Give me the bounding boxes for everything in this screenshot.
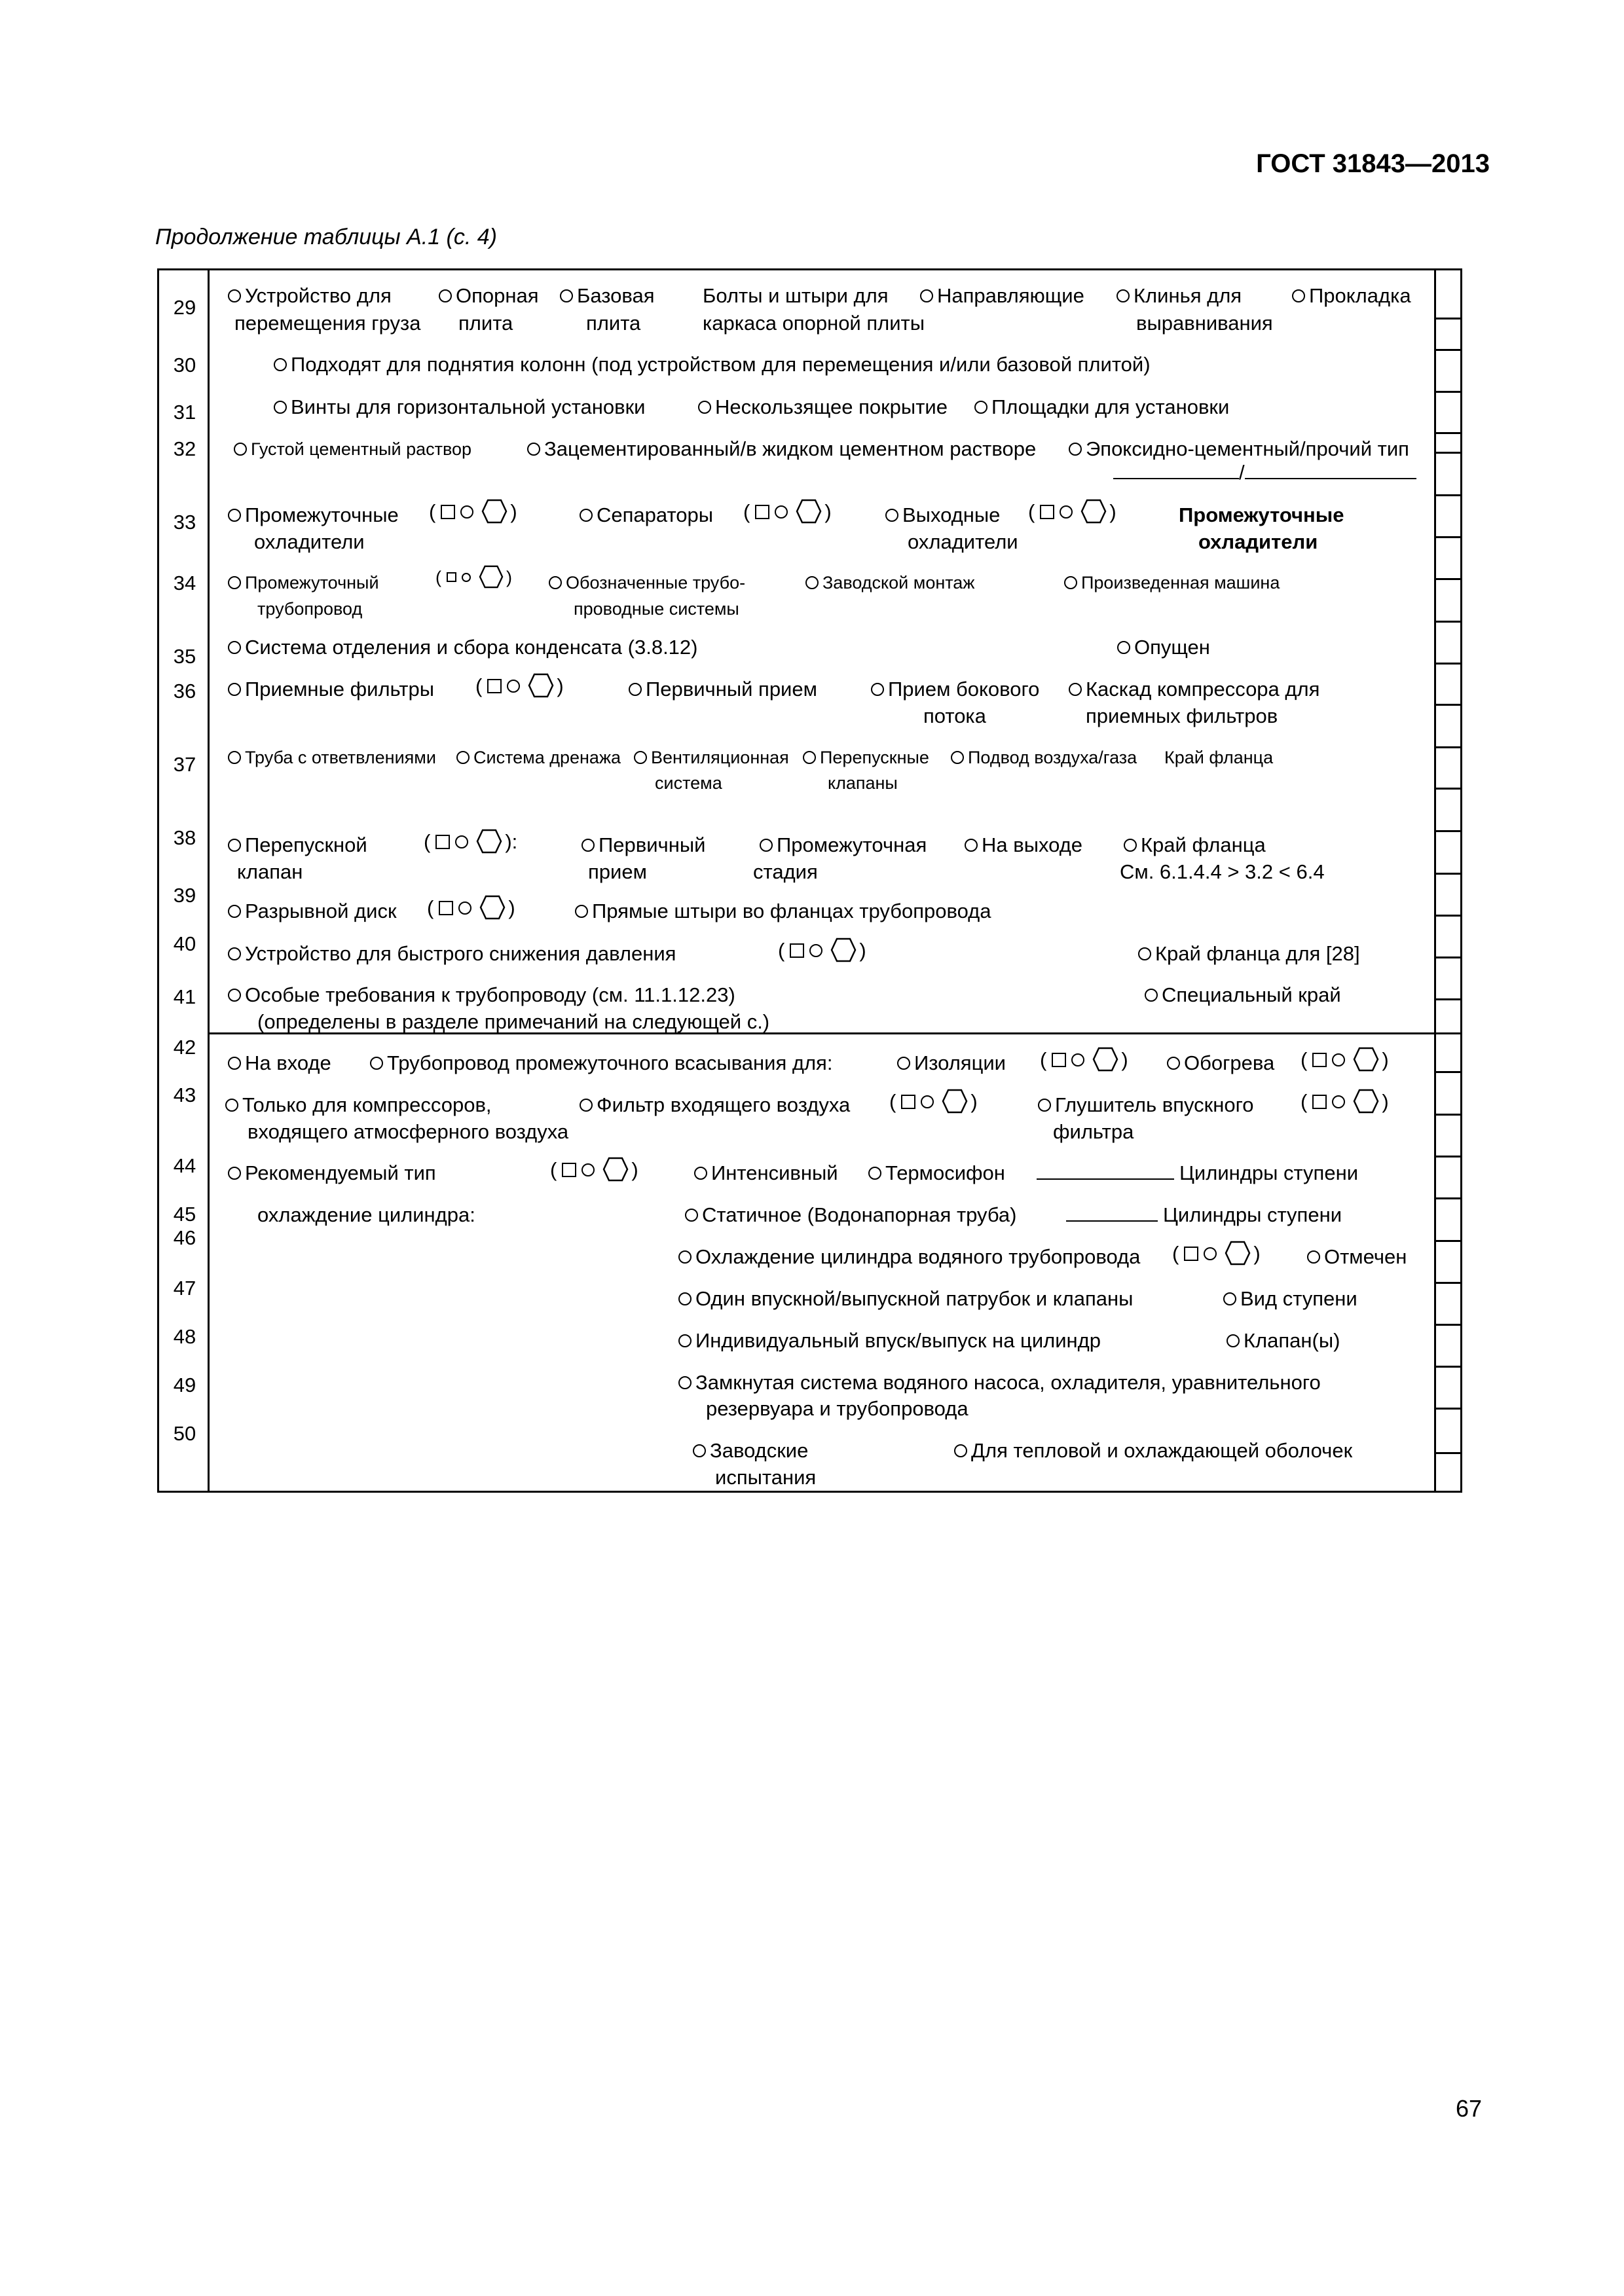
option-label: клапаны xyxy=(828,773,898,793)
row-number: 48 xyxy=(173,1325,196,1348)
option-inlet-silencer[interactable]: Глушитель впускного xyxy=(1038,1092,1253,1118)
page-number: 67 xyxy=(1455,2095,1482,2122)
radio-icon xyxy=(581,1163,595,1176)
standard-number: ГОСТ 31843—2013 xyxy=(1256,149,1490,178)
option-label: охладители xyxy=(908,530,1018,553)
option-stage-view[interactable]: Вид ступени xyxy=(1223,1286,1357,1312)
symbol-group[interactable]: ( ): xyxy=(424,829,517,858)
row-number: 40 xyxy=(173,932,196,955)
option-outlet[interactable]: На выходе xyxy=(965,832,1082,858)
row-number: 38 xyxy=(173,826,196,849)
option-cemented[interactable]: Зацементированный/в жидком цементном растворе xyxy=(527,436,1036,462)
check-cell-divider xyxy=(1434,1032,1462,1034)
check-cell-divider xyxy=(1434,663,1462,665)
option-intensive[interactable]: Интенсивный xyxy=(694,1160,838,1186)
square-icon xyxy=(435,835,450,849)
radio-icon xyxy=(678,1376,692,1389)
row-number: 41 xyxy=(173,985,196,1008)
radio-icon xyxy=(527,443,540,456)
radio-icon xyxy=(974,401,987,414)
radio-icon xyxy=(678,1334,692,1347)
cylinder-cooling-label: охлаждение цилиндра: xyxy=(257,1203,475,1226)
radio-icon xyxy=(1060,505,1073,519)
option-label: прием xyxy=(588,860,647,883)
fill-line xyxy=(1066,1203,1158,1222)
radio-icon xyxy=(462,573,471,582)
option-heating[interactable]: Обогрева xyxy=(1167,1050,1274,1076)
row-number: 43 xyxy=(173,1084,196,1106)
radio-icon xyxy=(228,576,241,589)
option-primary-intake-38[interactable]: Первичный xyxy=(581,832,705,858)
square-icon xyxy=(1052,1053,1066,1067)
hexagon-icon xyxy=(1225,1241,1251,1266)
radio-icon xyxy=(1038,1099,1051,1112)
option-drain-system[interactable]: Система дренажа xyxy=(456,744,621,771)
option-base-plate[interactable]: Базовая xyxy=(560,283,655,309)
radio-icon xyxy=(228,509,241,522)
radio-icon xyxy=(1064,576,1077,589)
option-straight-studs[interactable]: Прямые штыри во фланцах трубопровода xyxy=(575,898,991,924)
radio-icon xyxy=(225,1099,238,1112)
check-cell-divider xyxy=(1434,494,1462,496)
check-cell-divider xyxy=(1434,1114,1462,1116)
stage-cylinders-field[interactable]: Цилиндры ступени xyxy=(1037,1160,1358,1186)
radio-icon xyxy=(678,1250,692,1264)
radio-icon xyxy=(805,576,819,589)
hexagon-icon xyxy=(1353,1089,1379,1114)
option-factory-assembly[interactable]: Заводской монтаж xyxy=(805,570,974,596)
option-label: плита xyxy=(458,312,513,335)
radio-icon xyxy=(1138,947,1151,960)
radio-icon xyxy=(1332,1095,1345,1108)
option-closed-system[interactable]: Замкнутая система водяного насоса, охладителя, уравнительного xyxy=(678,1370,1321,1396)
radio-icon xyxy=(1292,289,1305,302)
option-interstage-suction[interactable]: Трубопровод промежуточного всасывания для: xyxy=(370,1050,832,1076)
option-inlet-filters[interactable]: Приемные фильтры xyxy=(228,676,434,702)
check-cell-divider xyxy=(1434,349,1462,351)
square-icon xyxy=(1040,505,1054,519)
option-inlet-air-filter[interactable]: Фильтр входящего воздуха xyxy=(580,1092,850,1118)
option-leveling-screws[interactable]: Винты для горизонтальной установки xyxy=(274,394,646,420)
option-column-lifting[interactable]: Подходят для поднятия колонн (под устройством для перемещения и/или базовой плитой) xyxy=(274,352,1151,378)
check-cell-divider xyxy=(1434,1071,1462,1073)
fill-line xyxy=(1037,1161,1174,1180)
radio-icon xyxy=(455,835,468,848)
option-label: клапан xyxy=(237,860,303,883)
option-wedges[interactable]: Клинья для xyxy=(1116,283,1242,309)
radio-icon xyxy=(507,680,520,693)
radio-icon xyxy=(228,839,241,852)
option-epoxy[interactable]: Эпоксидно-цементный/прочий тип xyxy=(1069,436,1409,462)
hexagon-icon xyxy=(1353,1047,1379,1072)
option-aftercoolers[interactable]: Выходные xyxy=(885,502,1000,528)
check-cell-divider xyxy=(1434,1156,1462,1157)
radio-icon xyxy=(897,1057,910,1070)
radio-icon xyxy=(1332,1053,1345,1066)
radio-icon xyxy=(549,576,562,589)
symbol-group[interactable]: ( ) xyxy=(889,1089,978,1118)
radio-icon xyxy=(234,443,247,456)
radio-icon xyxy=(456,751,470,764)
radio-icon xyxy=(1124,839,1137,852)
row-number: 33 xyxy=(173,511,196,534)
check-cell-divider xyxy=(1434,391,1462,393)
row-number: 49 xyxy=(173,1374,196,1396)
check-cell-divider xyxy=(1434,536,1462,538)
radio-icon xyxy=(951,751,964,764)
symbol-group[interactable]: ( ) xyxy=(429,499,517,528)
radio-icon xyxy=(1204,1247,1217,1260)
radio-icon xyxy=(629,683,642,696)
radio-icon xyxy=(954,1444,967,1457)
radio-icon xyxy=(1307,1250,1320,1264)
radio-icon xyxy=(370,1057,383,1070)
radio-icon xyxy=(1116,289,1130,302)
hexagon-icon xyxy=(476,829,502,854)
symbol-group[interactable]: ( ) xyxy=(743,499,832,528)
hexagon-icon xyxy=(796,499,822,524)
check-cell-divider xyxy=(1434,915,1462,917)
square-icon xyxy=(1184,1247,1198,1261)
radio-icon xyxy=(868,1167,881,1180)
hexagon-icon xyxy=(1092,1047,1118,1072)
radio-icon xyxy=(274,358,287,371)
option-machine-made[interactable]: Произведенная машина xyxy=(1064,570,1280,596)
row-number: 32 xyxy=(173,437,196,460)
option-static-standpipe[interactable]: Статичное (Водонапорная труба) xyxy=(685,1202,1017,1228)
number-column-divider xyxy=(208,268,210,1493)
symbol-group[interactable]: ( ) xyxy=(1028,499,1116,528)
symbol-group[interactable]: ( ) xyxy=(1172,1241,1261,1269)
radio-icon xyxy=(775,505,788,519)
radio-icon xyxy=(460,505,473,519)
option-insulation[interactable]: Изоляции xyxy=(897,1050,1006,1076)
option-intercoolers[interactable]: Промежуточные xyxy=(228,502,399,528)
hexagon-icon xyxy=(602,1157,629,1182)
option-side-stream[interactable]: Прием бокового xyxy=(871,676,1039,702)
radio-icon xyxy=(965,839,978,852)
radio-icon xyxy=(921,1095,934,1108)
radio-icon xyxy=(694,1167,707,1180)
row-number: 42 xyxy=(173,1036,196,1059)
symbol-group[interactable]: ( ) xyxy=(1040,1047,1128,1076)
flange-edge-label: Край фланца xyxy=(1164,748,1274,767)
check-cell-divider xyxy=(1434,1408,1462,1410)
option-flange-edge-28[interactable]: Край фланца для [28] xyxy=(1138,941,1360,967)
radio-icon xyxy=(1071,1053,1084,1066)
intercoolers-heading: охладители xyxy=(1198,530,1318,553)
radio-icon xyxy=(228,751,241,764)
radio-icon xyxy=(228,1057,241,1070)
row-number: 44 xyxy=(173,1154,196,1177)
option-label: приемных фильтров xyxy=(1086,704,1278,727)
option-label: выравнивания xyxy=(1136,312,1273,335)
epoxy-type-field[interactable]: / xyxy=(1113,460,1416,486)
option-label: потока xyxy=(923,704,986,727)
option-pressure-relief[interactable]: Устройство для быстрого снижения давления xyxy=(228,941,676,967)
row-number: 36 xyxy=(173,680,196,702)
stage-cylinders-field[interactable]: Цилиндры ступени xyxy=(1066,1202,1342,1228)
radio-icon xyxy=(760,839,773,852)
option-flange-edge[interactable]: Край фланца xyxy=(1124,832,1266,858)
radio-icon xyxy=(885,509,898,522)
option-designated-piping[interactable]: Обозначенные трубо- xyxy=(549,570,745,596)
option-label: испытания xyxy=(715,1466,817,1489)
row-number: 29 xyxy=(173,296,196,319)
symbol-group[interactable]: ( ) xyxy=(1301,1047,1389,1076)
check-cell-divider xyxy=(1434,873,1462,875)
hexagon-icon xyxy=(942,1089,968,1114)
radio-icon xyxy=(1145,989,1158,1002)
option-water-cooling[interactable]: Охлаждение цилиндра водяного трубопровода xyxy=(678,1244,1140,1270)
option-bolts[interactable]: Болты и штыри для xyxy=(703,284,889,307)
option-thermosiphon[interactable]: Термосифон xyxy=(868,1160,1005,1186)
check-cell-divider xyxy=(1434,1197,1462,1199)
square-icon xyxy=(1312,1095,1327,1109)
option-grout[interactable]: Густой цементный раствор xyxy=(234,436,471,462)
check-cell-divider xyxy=(1434,1282,1462,1284)
radio-icon xyxy=(581,839,595,852)
option-rupture-disk[interactable]: Разрывной диск xyxy=(228,898,397,924)
option-inlet[interactable]: На входе xyxy=(228,1050,331,1076)
check-cell-divider xyxy=(1434,1240,1462,1242)
hexagon-icon xyxy=(481,499,507,524)
radio-icon xyxy=(228,905,241,918)
radio-icon xyxy=(274,401,287,414)
row-number: 31 xyxy=(173,401,196,424)
fill-line xyxy=(1245,461,1416,479)
option-air-gas-supply[interactable]: Подвод воздуха/газа xyxy=(951,744,1137,771)
radio-icon xyxy=(228,1167,241,1180)
symbol-group[interactable]: ( ) xyxy=(778,938,866,966)
radio-icon xyxy=(1227,1334,1240,1347)
symbol-group[interactable]: ( ) xyxy=(427,895,515,924)
square-icon xyxy=(441,505,455,519)
option-lifting-device[interactable]: Устройство для xyxy=(228,283,392,309)
check-cell-divider xyxy=(1434,788,1462,790)
radio-icon xyxy=(685,1209,698,1222)
row-number: 46 xyxy=(173,1226,196,1249)
option-special-edge[interactable]: Специальный край xyxy=(1145,982,1341,1008)
option-label: стадия xyxy=(753,860,818,883)
option-non-skid[interactable]: Нескользящее покрытие xyxy=(698,394,948,420)
row-number: 50 xyxy=(173,1422,196,1445)
table-caption: Продолжение таблицы А.1 (с. 4) xyxy=(155,225,498,249)
option-support-plate[interactable]: Опорная xyxy=(439,283,539,309)
option-vent-system[interactable]: Вентиляционная xyxy=(634,744,789,771)
radio-icon xyxy=(1223,1292,1236,1305)
radio-icon xyxy=(458,902,471,915)
option-primary-intake[interactable]: Первичный прием xyxy=(629,676,817,702)
hexagon-icon xyxy=(479,565,504,589)
check-cell-divider xyxy=(1434,830,1462,832)
square-icon xyxy=(447,572,456,582)
intercoolers-heading: Промежуточные xyxy=(1179,503,1344,526)
check-cell-divider xyxy=(1434,578,1462,580)
option-branch-pipe[interactable]: Труба с ответвлениями xyxy=(228,744,436,771)
hexagon-icon xyxy=(528,673,554,698)
row-number: 34 xyxy=(173,572,196,594)
radio-icon xyxy=(228,947,241,960)
option-label: перемещения груза xyxy=(234,312,421,335)
row-number: 39 xyxy=(173,884,196,907)
symbol-group[interactable]: ( ) xyxy=(435,564,512,592)
option-marked[interactable]: Отмечен xyxy=(1307,1244,1407,1270)
radio-icon xyxy=(228,289,241,302)
option-compressor-cascade[interactable]: Каскад компрессора для xyxy=(1069,676,1320,702)
row-number: 47 xyxy=(173,1277,196,1300)
option-heat-cooling-jackets[interactable]: Для тепловой и охлаждающей оболочек xyxy=(954,1438,1352,1464)
symbol-group[interactable]: ( ) xyxy=(550,1157,638,1186)
check-cell-divider xyxy=(1434,957,1462,958)
check-cell-divider xyxy=(1434,746,1462,748)
radio-icon xyxy=(678,1292,692,1305)
option-label: система xyxy=(655,773,722,793)
radio-icon xyxy=(1117,641,1130,654)
radio-icon xyxy=(920,289,933,302)
symbol-group[interactable]: ( ) xyxy=(475,673,564,702)
radio-icon xyxy=(803,751,816,764)
radio-icon xyxy=(580,1099,593,1112)
radio-icon xyxy=(809,944,822,957)
square-icon xyxy=(901,1095,915,1109)
check-cell-divider xyxy=(1434,452,1462,454)
square-icon xyxy=(439,901,453,915)
option-interstage[interactable]: Промежуточная xyxy=(760,832,927,858)
option-label: фильтра xyxy=(1053,1120,1134,1143)
option-factory-tests[interactable]: Заводские xyxy=(693,1438,808,1464)
option-bypass-valves[interactable]: Перепускные xyxy=(803,744,929,771)
option-valves[interactable]: Клапан(ы) xyxy=(1227,1328,1340,1354)
hexagon-icon xyxy=(1080,499,1107,524)
option-atmospheric-only[interactable]: Только для компрессоров, xyxy=(225,1092,492,1118)
check-cell-divider xyxy=(1434,704,1462,706)
radio-icon xyxy=(634,751,647,764)
option-mounting-pads[interactable]: Площадки для установки xyxy=(974,394,1229,420)
row-number: 37 xyxy=(173,753,196,776)
row-number: 30 xyxy=(173,354,196,376)
radio-icon xyxy=(693,1444,706,1457)
check-cell-divider xyxy=(1434,621,1462,623)
option-recommended-type[interactable]: Рекомендуемый тип xyxy=(228,1160,436,1186)
option-bypass-valve[interactable]: Перепускной xyxy=(228,832,367,858)
radio-icon xyxy=(580,509,593,522)
option-separators[interactable]: Сепараторы xyxy=(580,502,713,528)
row-number: 45 xyxy=(173,1203,196,1226)
option-condensate-separation[interactable]: Система отделения и сбора конденсата (3.8.12) xyxy=(228,634,698,661)
hexagon-icon xyxy=(830,938,857,962)
square-icon xyxy=(562,1163,576,1177)
symbol-group[interactable]: ( ) xyxy=(1301,1089,1389,1118)
radio-icon xyxy=(228,641,241,654)
option-special-piping[interactable]: Особые требования к трубопроводу (см. 11.1.12.23) xyxy=(228,982,735,1008)
square-icon xyxy=(1312,1053,1327,1067)
option-individual-inlet[interactable]: Индивидуальный впуск/выпуск на цилиндр xyxy=(678,1328,1101,1354)
check-cell-divider xyxy=(1434,1452,1462,1454)
option-label: плита xyxy=(586,312,641,335)
radio-icon xyxy=(575,905,588,918)
check-cell-divider xyxy=(1434,1366,1462,1368)
radio-icon xyxy=(1167,1057,1180,1070)
check-cell-divider xyxy=(1434,318,1462,319)
option-label: (определены в разделе примечаний на следующей с.) xyxy=(257,1010,770,1033)
option-label: трубопровод xyxy=(257,599,363,619)
reference-note: См. 6.1.4.4 > 3.2 < 6.4 xyxy=(1120,860,1325,883)
option-label: резервуара и трубопровода xyxy=(706,1397,969,1420)
check-cell-divider xyxy=(1434,1324,1462,1326)
square-icon xyxy=(487,679,502,693)
radio-icon xyxy=(228,683,241,696)
radio-icon xyxy=(698,401,711,414)
check-cell-divider xyxy=(1434,998,1462,1000)
option-single-inlet-outlet[interactable]: Один впускной/выпускной патрубок и клапаны xyxy=(678,1286,1133,1312)
radio-icon xyxy=(1069,683,1082,696)
option-guides[interactable]: Направляющие xyxy=(920,283,1084,309)
radio-icon xyxy=(1069,443,1082,456)
fill-line xyxy=(1113,461,1239,479)
radio-icon xyxy=(560,289,573,302)
square-icon xyxy=(790,943,804,958)
option-label: охладители xyxy=(254,530,365,553)
radio-icon xyxy=(439,289,452,302)
radio-icon xyxy=(871,683,884,696)
option-label: проводные системы xyxy=(574,599,739,619)
check-cell-divider xyxy=(1434,432,1462,434)
radio-icon xyxy=(228,989,241,1002)
hexagon-icon xyxy=(479,895,506,920)
option-interstage-piping[interactable]: Промежуточный xyxy=(228,570,379,596)
row-number: 35 xyxy=(173,645,196,668)
square-icon xyxy=(755,505,769,519)
option-label: входящего атмосферного воздуха xyxy=(248,1120,569,1143)
option-omitted[interactable]: Опущен xyxy=(1117,634,1210,661)
option-label: каркаса опорной плиты xyxy=(703,312,925,335)
option-shim[interactable]: Прокладка xyxy=(1292,283,1411,309)
